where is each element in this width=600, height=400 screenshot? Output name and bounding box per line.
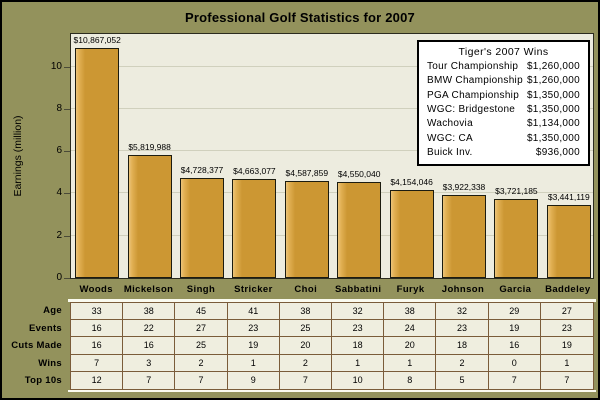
table-cell: 38	[280, 303, 332, 320]
legend-value-2: $1,350,000	[526, 89, 580, 101]
table-cell: 16	[489, 337, 541, 354]
table-cell: 33	[71, 303, 123, 320]
y-tick-label-10: 10	[50, 60, 62, 72]
bar-value-singh: $4,728,377	[180, 165, 224, 175]
table-cell: 7	[489, 372, 541, 389]
table-cell: 1	[541, 355, 593, 372]
legend-row-5	[427, 132, 580, 145]
bar-furyk	[390, 190, 434, 278]
table-row-label-top-10s: Top 10s	[24, 375, 62, 387]
bar-woods	[75, 48, 119, 278]
x-label-stricker: Stricker	[234, 284, 273, 295]
y-axis-title: Earnings (million)	[12, 115, 24, 197]
legend-value-4: $1,134,000	[526, 118, 580, 130]
table-cell: 38	[384, 303, 436, 320]
table-cell: 2	[280, 355, 332, 372]
bar-choi	[285, 181, 329, 278]
table-cell: 23	[436, 320, 488, 337]
y-tick-mark-10	[64, 67, 70, 68]
legend-row-2	[427, 89, 580, 102]
x-label-johnson: Johnson	[441, 284, 485, 295]
y-tick-label-8: 8	[56, 102, 62, 114]
bar-value-woods: $10,867,052	[73, 35, 121, 46]
legend-value-3: $1,350,000	[526, 103, 580, 115]
legend-label-1: BMW Championship	[427, 75, 523, 87]
bar-value-johnson: $3,922,338	[442, 182, 486, 193]
stats-table	[70, 302, 594, 390]
legend-row-0	[427, 60, 580, 73]
bar-value-choi: $4,587,859	[285, 167, 329, 178]
table-cell: 19	[228, 337, 280, 354]
y-tick-mark-8	[64, 109, 70, 110]
table-cell: 20	[384, 337, 436, 354]
table-cell: 24	[384, 320, 436, 337]
x-label-baddeley: Baddeley	[545, 284, 591, 295]
table-cell: 20	[280, 337, 332, 354]
table-cell: 3	[123, 355, 175, 372]
bar-value-garcia: $3,721,185	[495, 186, 538, 197]
x-label-woods: Woods	[79, 284, 113, 295]
table-cell: 38	[123, 303, 175, 320]
table-cell: 7	[71, 355, 123, 372]
y-tick-label-6: 6	[56, 145, 62, 157]
bar-johnson	[442, 195, 486, 278]
x-label-singh: Singh	[186, 284, 216, 295]
legend-label-0: Tour Championship	[427, 60, 519, 72]
table-cell: 23	[228, 320, 280, 337]
x-label-sabbatini: Sabbatini	[335, 284, 382, 295]
legend-row-1	[427, 74, 580, 87]
table-cell: 7	[123, 372, 175, 389]
table-cell: 25	[175, 337, 227, 354]
table-cell: 45	[175, 303, 227, 320]
legend-title: Tiger's 2007 Wins	[458, 46, 549, 58]
legend-value-1: $1,260,000	[526, 75, 580, 87]
legend-label-5: WGC: CA	[427, 132, 473, 144]
bar-stricker	[232, 179, 276, 278]
bar-value-stricker: $4,663,077	[233, 166, 276, 177]
table-cell: 10	[332, 372, 384, 389]
legend-value-6: $936,000	[535, 147, 580, 159]
table-cell: 7	[280, 372, 332, 389]
table-cell: 27	[541, 303, 593, 320]
legend-label-6: Buick Inv.	[427, 147, 473, 159]
table-cell: 1	[332, 355, 384, 372]
y-tick-mark-0	[64, 278, 70, 279]
y-tick-label-0: 0	[56, 272, 62, 283]
bar-value-sabbatini: $4,550,040	[337, 168, 381, 179]
y-tick-label-2: 2	[56, 229, 62, 241]
table-cell: 2	[436, 355, 488, 372]
table-cell: 16	[123, 337, 175, 354]
y-tick-mark-4	[64, 193, 70, 194]
table-cell: 0	[489, 355, 541, 372]
table-cell: 23	[332, 320, 384, 337]
bar-sabbatini	[337, 182, 381, 278]
table-bottom-highlight	[68, 390, 596, 392]
table-cell: 16	[71, 337, 123, 354]
bar-value-baddeley: $3,441,119	[547, 192, 590, 203]
chart-title: Professional Golf Statistics for 2007	[185, 10, 415, 25]
table-cell: 8	[384, 372, 436, 389]
legend-label-3: WGC: Bridgestone	[427, 103, 516, 115]
table-cell: 19	[489, 320, 541, 337]
table-cell: 5	[436, 372, 488, 389]
table-cell: 25	[280, 320, 332, 337]
x-label-furyk: Furyk	[396, 284, 425, 295]
legend-value-5: $1,350,000	[526, 132, 580, 144]
table-row-label-wins: Wins	[38, 357, 62, 369]
x-label-mickelson: Mickelson	[123, 284, 174, 295]
legend-label-4: Wachovia	[427, 118, 473, 130]
legend-row-6	[427, 146, 580, 159]
y-tick-mark-2	[64, 236, 70, 237]
table-cell: 16	[71, 320, 123, 337]
table-cell: 1	[228, 355, 280, 372]
bar-value-mickelson: $5,819,988	[128, 141, 171, 152]
table-cell: 27	[175, 320, 227, 337]
table-row-label-events: Events	[29, 322, 62, 334]
legend-row-3	[427, 103, 580, 116]
y-tick-label-4: 4	[56, 187, 62, 199]
table-row-label-cuts-made: Cuts Made	[11, 340, 62, 352]
bar-garcia	[494, 199, 538, 278]
table-row-label-age: Age	[43, 305, 62, 316]
legend-value-0: $1,260,000	[526, 60, 580, 72]
table-cell: 1	[384, 355, 436, 372]
table-cell: 12	[71, 372, 123, 389]
table-cell: 18	[332, 337, 384, 354]
legend-row-4	[427, 117, 580, 130]
bar-mickelson	[128, 155, 172, 278]
bar-singh	[180, 178, 224, 278]
bar-value-furyk: $4,154,046	[390, 177, 433, 188]
table-row-labels	[2, 302, 66, 390]
table-cell: 32	[332, 303, 384, 320]
x-label-choi: Choi	[294, 284, 318, 295]
table-cell: 7	[175, 372, 227, 389]
x-label-garcia: Garcia	[499, 284, 532, 295]
table-cell: 18	[436, 337, 488, 354]
y-tick-mark-6	[64, 151, 70, 152]
table-cell: 2	[175, 355, 227, 372]
table-cell: 41	[228, 303, 280, 320]
table-cell: 22	[123, 320, 175, 337]
table-cell: 32	[436, 303, 488, 320]
bar-baddeley	[547, 205, 591, 278]
table-cell: 7	[564, 375, 570, 386]
legend-label-2: PGA Championship	[427, 89, 520, 101]
table-cell: 29	[489, 303, 541, 320]
legend-rows	[427, 59, 580, 160]
table-cell: 23	[541, 320, 593, 337]
tigers-wins-legend	[417, 40, 590, 166]
table-cell: 19	[541, 337, 593, 354]
table-cell: 9	[228, 372, 280, 389]
